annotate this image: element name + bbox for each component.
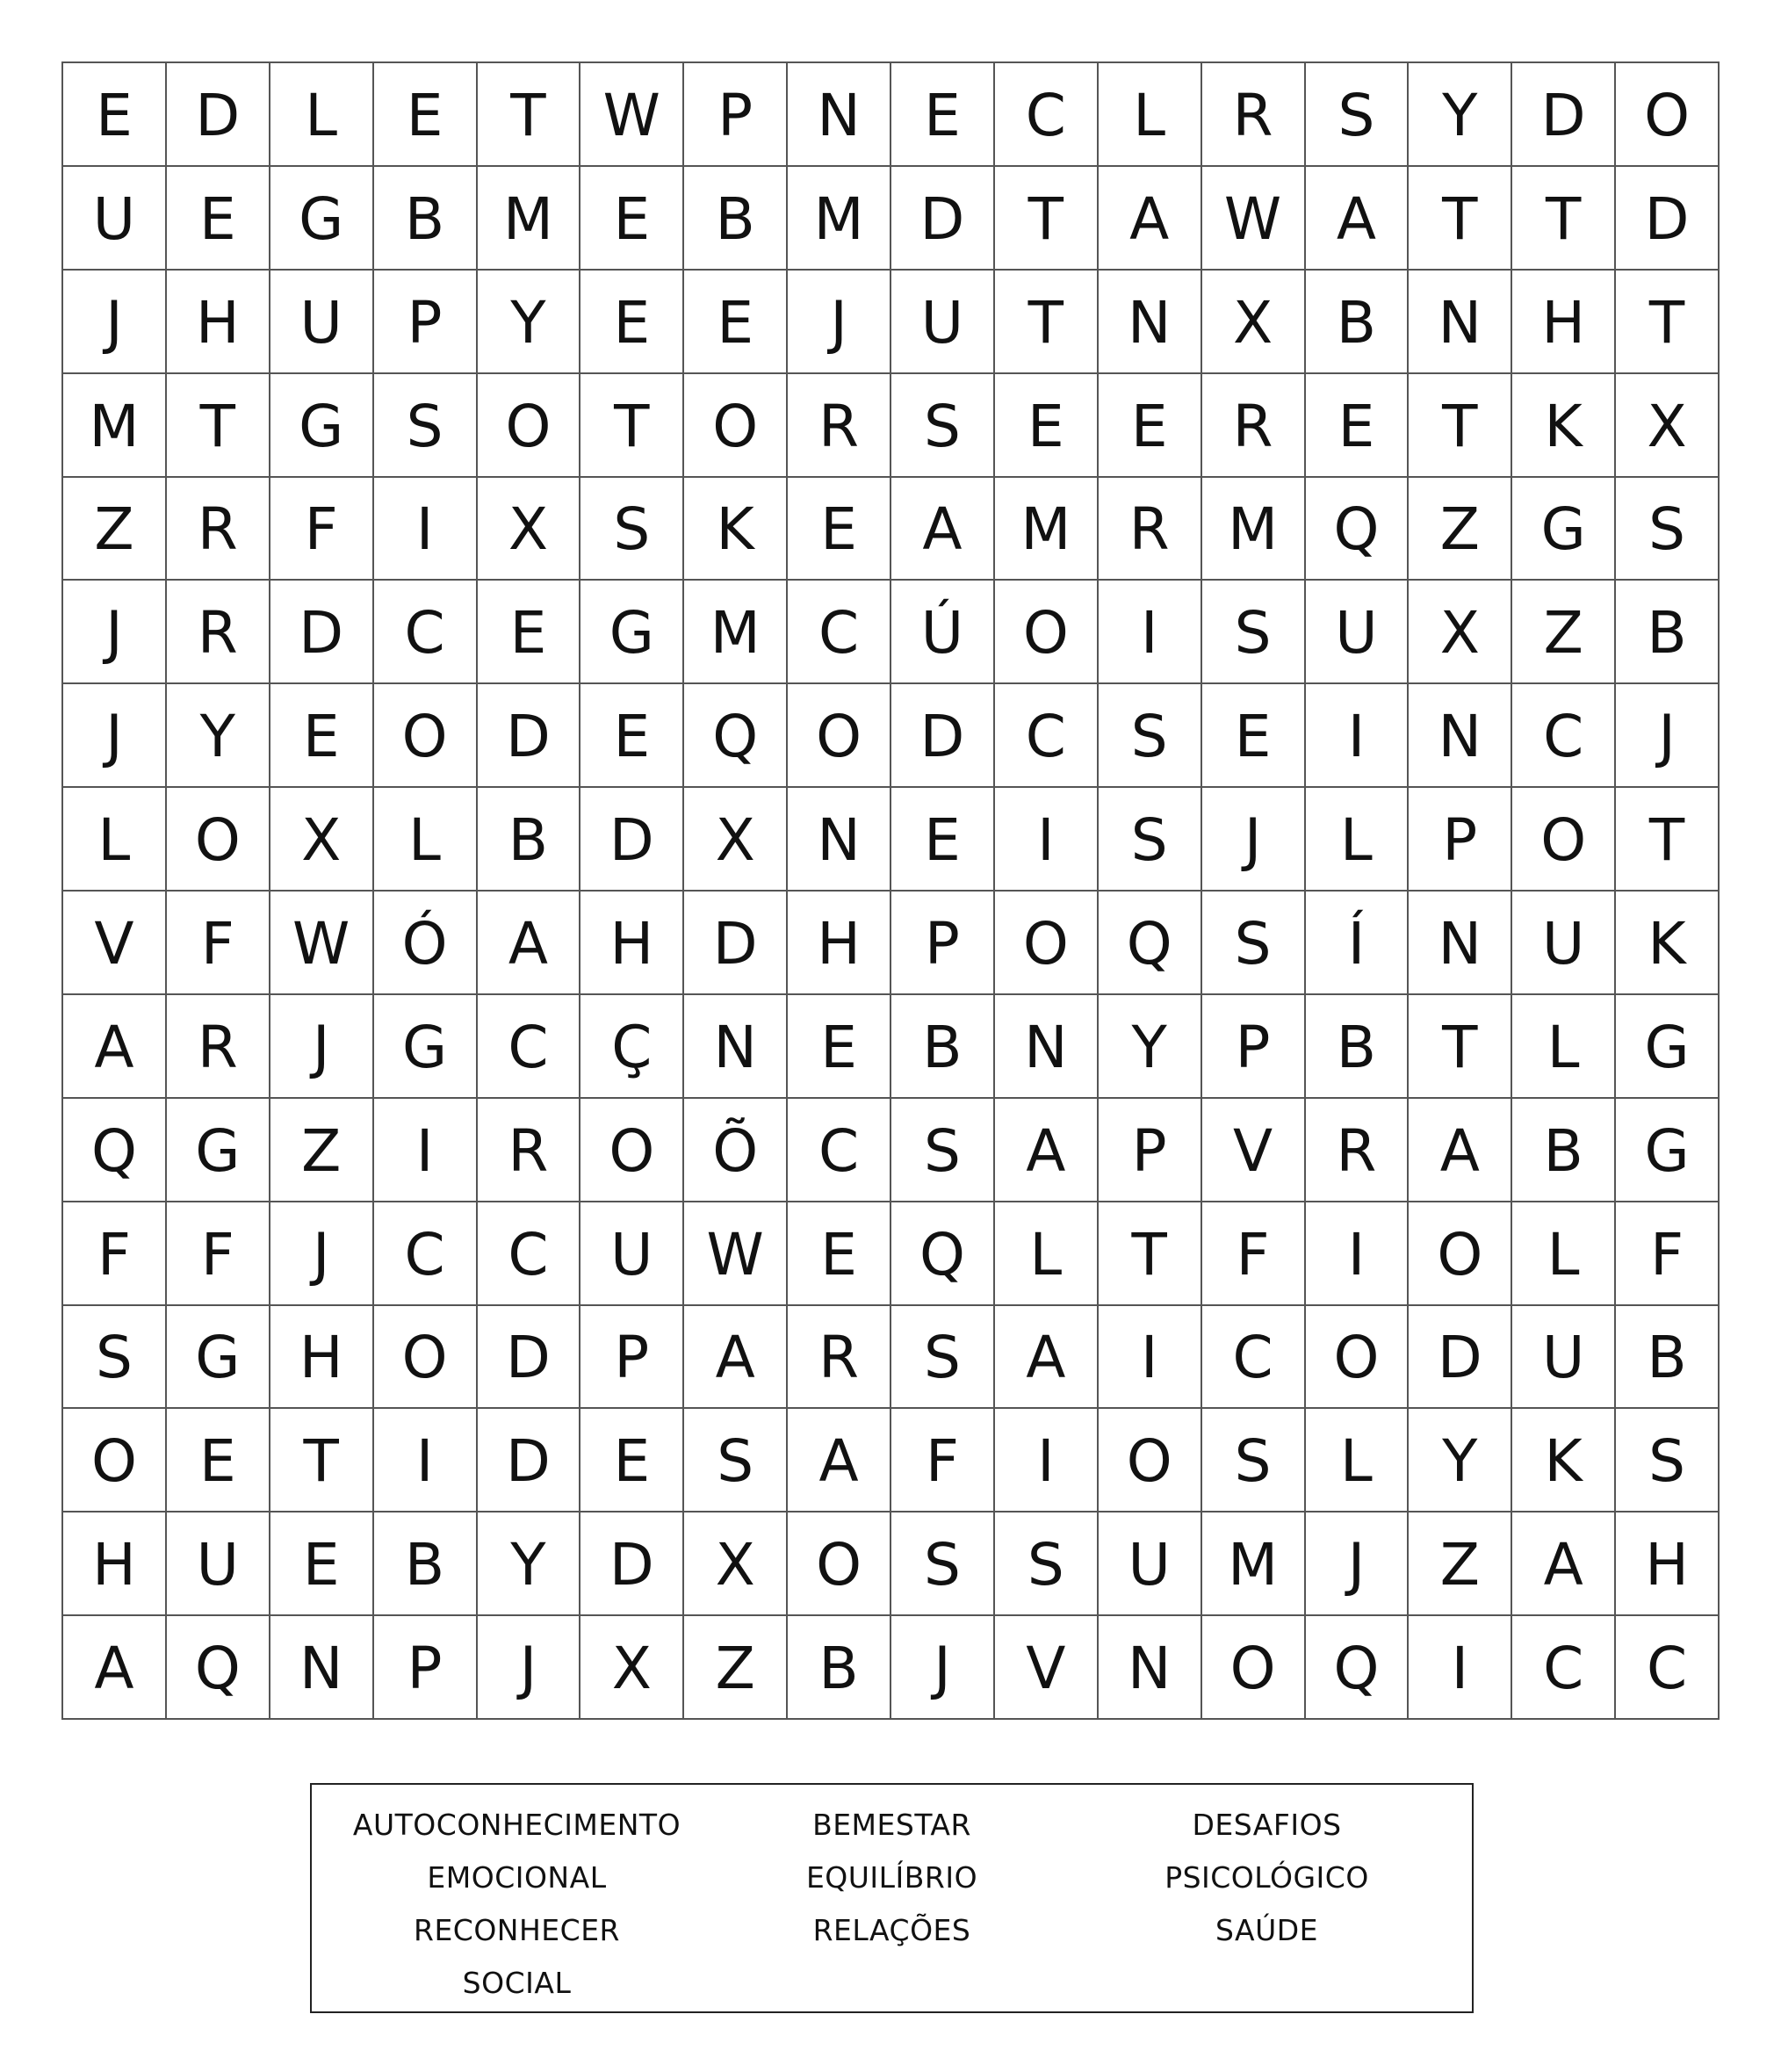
grid-cell[interactable]: O — [1202, 1616, 1306, 1720]
grid-cell[interactable]: R — [1306, 1099, 1410, 1202]
grid-cell[interactable]: B — [891, 995, 995, 1099]
grid-cell[interactable]: T — [1616, 788, 1720, 892]
grid-cell[interactable]: A — [63, 995, 167, 1099]
grid-cell[interactable]: J — [270, 995, 374, 1099]
grid-cell[interactable]: T — [1616, 271, 1720, 374]
grid-cell[interactable]: X — [580, 1616, 684, 1720]
grid-cell[interactable]: O — [580, 1099, 684, 1202]
grid-cell[interactable]: B — [374, 167, 478, 271]
grid-cell[interactable]: O — [788, 684, 891, 788]
grid-cell[interactable]: L — [995, 1202, 1099, 1306]
grid-cell[interactable]: Q — [167, 1616, 270, 1720]
grid-cell[interactable]: H — [788, 892, 891, 995]
grid-cell[interactable]: H — [1512, 271, 1616, 374]
grid-cell[interactable]: Z — [684, 1616, 788, 1720]
grid-cell[interactable]: J — [1202, 788, 1306, 892]
word-search-grid — [61, 61, 1720, 1720]
grid-cell[interactable]: D — [891, 684, 995, 788]
grid-cell[interactable]: O — [684, 374, 788, 478]
grid-cell[interactable]: Y — [478, 1512, 581, 1616]
grid-cell[interactable]: Y — [1409, 1409, 1512, 1512]
grid-cell[interactable]: E — [270, 1512, 374, 1616]
grid-cell[interactable]: F — [891, 1409, 995, 1512]
grid-cell[interactable]: M — [995, 478, 1099, 581]
grid-cell[interactable]: A — [478, 892, 581, 995]
grid-cell[interactable]: Q — [1306, 1616, 1410, 1720]
word-bank-word: RELAÇÕES — [812, 1913, 971, 1947]
grid-cell[interactable]: E — [788, 995, 891, 1099]
grid-cell[interactable]: A — [63, 1616, 167, 1720]
word-bank-word: SOCIAL — [462, 1966, 572, 2000]
grid-cell[interactable]: Q — [63, 1099, 167, 1202]
grid-cell[interactable]: S — [1099, 684, 1202, 788]
grid-cell[interactable]: L — [270, 63, 374, 167]
grid-cell[interactable]: S — [1616, 1409, 1720, 1512]
grid-cell[interactable]: A — [891, 478, 995, 581]
grid-cell[interactable]: S — [1306, 63, 1410, 167]
grid-cell[interactable]: E — [788, 1202, 891, 1306]
grid-cell[interactable]: J — [891, 1616, 995, 1720]
grid-cell[interactable]: I — [1099, 581, 1202, 684]
grid-cell[interactable]: Õ — [684, 1099, 788, 1202]
grid-cell[interactable]: N — [788, 788, 891, 892]
grid-cell[interactable]: Z — [270, 1099, 374, 1202]
word-bank-word: DESAFIOS — [1192, 1808, 1342, 1842]
grid-cell[interactable]: S — [580, 478, 684, 581]
grid-cell[interactable]: N — [684, 995, 788, 1099]
grid-cell[interactable]: L — [1512, 1202, 1616, 1306]
grid-cell[interactable]: E — [891, 63, 995, 167]
word-bank-word: EMOCIONAL — [427, 1860, 607, 1895]
grid-cell[interactable]: U — [1512, 1306, 1616, 1410]
grid-cell[interactable]: C — [788, 581, 891, 684]
grid-cell[interactable]: X — [684, 1512, 788, 1616]
grid-cell[interactable]: D — [478, 1409, 581, 1512]
grid-cell[interactable]: N — [1099, 1616, 1202, 1720]
grid-cell[interactable]: J — [270, 1202, 374, 1306]
grid-cell[interactable]: I — [1099, 1306, 1202, 1410]
grid-cell[interactable]: S — [1202, 581, 1306, 684]
grid-cell[interactable]: H — [270, 1306, 374, 1410]
grid-cell[interactable]: Z — [63, 478, 167, 581]
word-bank-word: SAÚDE — [1215, 1913, 1319, 1947]
grid-cell[interactable]: P — [891, 892, 995, 995]
grid-cell[interactable]: F — [1616, 1202, 1720, 1306]
grid-cell[interactable]: H — [63, 1512, 167, 1616]
grid-cell[interactable]: K — [1512, 374, 1616, 478]
grid-cell[interactable]: B — [1306, 995, 1410, 1099]
grid-cell[interactable]: C — [995, 63, 1099, 167]
grid-cell[interactable]: P — [1099, 1099, 1202, 1202]
grid-cell[interactable]: D — [1512, 63, 1616, 167]
grid-cell[interactable]: R — [167, 581, 270, 684]
word-bank-word: RECONHECER — [414, 1913, 620, 1947]
grid-cell[interactable]: T — [270, 1409, 374, 1512]
grid-cell[interactable]: E — [374, 63, 478, 167]
grid-cell[interactable]: N — [995, 995, 1099, 1099]
grid-cell[interactable]: E — [580, 271, 684, 374]
grid-cell[interactable]: V — [995, 1616, 1099, 1720]
grid-cell[interactable]: A — [1306, 167, 1410, 271]
grid-cell[interactable]: C — [374, 1202, 478, 1306]
grid-cell[interactable]: O — [1306, 1306, 1410, 1410]
grid-cell[interactable]: I — [1306, 1202, 1410, 1306]
grid-cell[interactable]: G — [270, 167, 374, 271]
grid-cell[interactable]: P — [374, 271, 478, 374]
grid-cell[interactable]: E — [580, 684, 684, 788]
grid-cell[interactable]: E — [478, 581, 581, 684]
grid-cell[interactable]: S — [1099, 788, 1202, 892]
grid-cell[interactable]: G — [167, 1099, 270, 1202]
grid-cell[interactable]: Q — [1306, 478, 1410, 581]
grid-cell[interactable]: P — [1409, 788, 1512, 892]
grid-cell[interactable]: E — [1099, 374, 1202, 478]
grid-cell[interactable]: U — [1512, 892, 1616, 995]
grid-cell[interactable]: D — [1409, 1306, 1512, 1410]
grid-cell[interactable]: L — [374, 788, 478, 892]
grid-cell[interactable]: J — [788, 271, 891, 374]
grid-cell[interactable]: Ç — [580, 995, 684, 1099]
grid-cell[interactable]: H — [580, 892, 684, 995]
grid-cell[interactable]: G — [167, 1306, 270, 1410]
grid-cell[interactable]: Y — [478, 271, 581, 374]
word-bank-column — [704, 1799, 1079, 2011]
grid-cell[interactable]: T — [1409, 167, 1512, 271]
grid-cell[interactable]: P — [1202, 995, 1306, 1099]
grid-cell[interactable]: C — [1616, 1616, 1720, 1720]
grid-cell[interactable]: F — [1202, 1202, 1306, 1306]
grid-cell[interactable]: O — [995, 581, 1099, 684]
grid-cell[interactable]: B — [1616, 581, 1720, 684]
grid-cell[interactable]: Ú — [891, 581, 995, 684]
grid-cell[interactable]: G — [580, 581, 684, 684]
grid-cell[interactable]: I — [1306, 684, 1410, 788]
grid-cell[interactable]: Q — [891, 1202, 995, 1306]
grid-cell[interactable]: R — [1202, 63, 1306, 167]
grid-cell[interactable]: B — [374, 1512, 478, 1616]
grid-cell[interactable]: Ó — [374, 892, 478, 995]
grid-cell[interactable]: O — [788, 1512, 891, 1616]
word-bank-word: BEMESTAR — [812, 1808, 971, 1842]
grid-cell[interactable]: P — [580, 1306, 684, 1410]
grid-cell[interactable]: C — [374, 581, 478, 684]
grid-cell[interactable]: D — [478, 1306, 581, 1410]
grid-cell[interactable]: C — [1202, 1306, 1306, 1410]
grid-cell[interactable]: U — [63, 167, 167, 271]
grid-cell[interactable]: G — [374, 995, 478, 1099]
grid-cell[interactable]: X — [478, 478, 581, 581]
grid-cell[interactable]: U — [1306, 581, 1410, 684]
grid-cell[interactable]: W — [684, 1202, 788, 1306]
grid-cell[interactable]: E — [995, 374, 1099, 478]
grid-cell[interactable]: R — [1099, 478, 1202, 581]
grid-cell[interactable]: L — [63, 788, 167, 892]
grid-cell[interactable]: J — [63, 271, 167, 374]
grid-cell[interactable]: M — [684, 581, 788, 684]
grid-cell[interactable]: M — [1202, 478, 1306, 581]
grid-cell[interactable]: O — [167, 788, 270, 892]
grid-cell[interactable]: E — [891, 788, 995, 892]
grid-cell[interactable]: R — [788, 1306, 891, 1410]
grid-cell[interactable]: Q — [684, 684, 788, 788]
grid-cell[interactable]: S — [1202, 1409, 1306, 1512]
grid-cell[interactable]: U — [1099, 1512, 1202, 1616]
grid-cell[interactable]: B — [1512, 1099, 1616, 1202]
grid-cell[interactable]: T — [478, 63, 581, 167]
grid-cell[interactable]: O — [1409, 1202, 1512, 1306]
grid-cell[interactable]: U — [270, 271, 374, 374]
grid-cell[interactable]: G — [270, 374, 374, 478]
grid-cell[interactable]: J — [63, 581, 167, 684]
grid-cell[interactable]: L — [1099, 63, 1202, 167]
grid-cell[interactable]: D — [684, 892, 788, 995]
grid-cell[interactable]: E — [1306, 374, 1410, 478]
grid-cell[interactable]: F — [167, 892, 270, 995]
grid-cell[interactable]: S — [1616, 478, 1720, 581]
grid-cell[interactable]: A — [995, 1099, 1099, 1202]
grid-cell[interactable]: O — [1512, 788, 1616, 892]
grid-cell[interactable]: A — [1512, 1512, 1616, 1616]
grid-cell[interactable]: O — [1099, 1409, 1202, 1512]
grid-cell[interactable]: M — [788, 167, 891, 271]
grid-cell[interactable]: X — [684, 788, 788, 892]
grid-cell[interactable]: T — [995, 167, 1099, 271]
grid-cell[interactable]: N — [270, 1616, 374, 1720]
grid-cell[interactable]: N — [1409, 684, 1512, 788]
grid-cell[interactable]: F — [167, 1202, 270, 1306]
grid-cell[interactable]: S — [63, 1306, 167, 1410]
grid-cell[interactable]: C — [995, 684, 1099, 788]
grid-cell[interactable]: Z — [1409, 1512, 1512, 1616]
grid-cell[interactable]: S — [891, 374, 995, 478]
grid-cell[interactable]: T — [580, 374, 684, 478]
grid-cell[interactable]: T — [1099, 1202, 1202, 1306]
grid-cell[interactable]: G — [1616, 995, 1720, 1099]
grid-cell[interactable]: K — [1512, 1409, 1616, 1512]
grid-cell[interactable]: I — [374, 478, 478, 581]
grid-cell[interactable]: J — [1306, 1512, 1410, 1616]
grid-cell[interactable]: X — [1202, 271, 1306, 374]
grid-cell[interactable]: S — [684, 1409, 788, 1512]
grid-cell[interactable]: S — [1202, 892, 1306, 995]
grid-cell[interactable]: M — [1202, 1512, 1306, 1616]
grid-cell[interactable]: C — [1512, 684, 1616, 788]
grid-cell[interactable]: M — [478, 167, 581, 271]
word-bank-word: PSICOLÓGICO — [1164, 1860, 1369, 1895]
grid-cell[interactable]: R — [1202, 374, 1306, 478]
grid-cell[interactable]: I — [995, 1409, 1099, 1512]
grid-cell[interactable]: R — [167, 995, 270, 1099]
grid-cell[interactable]: D — [167, 63, 270, 167]
grid-cell[interactable]: S — [995, 1512, 1099, 1616]
grid-cell[interactable]: F — [270, 478, 374, 581]
grid-cell[interactable]: M — [63, 374, 167, 478]
grid-cell[interactable]: C — [478, 1202, 581, 1306]
grid-cell[interactable]: T — [1409, 374, 1512, 478]
grid-cell[interactable]: I — [1409, 1616, 1512, 1720]
grid-cell[interactable]: K — [684, 478, 788, 581]
word-bank-column — [1079, 1799, 1454, 2011]
grid-cell[interactable]: X — [1409, 581, 1512, 684]
grid-cell[interactable]: X — [270, 788, 374, 892]
grid-cell[interactable]: O — [374, 684, 478, 788]
grid-cell[interactable]: T — [1512, 167, 1616, 271]
grid-cell[interactable]: F — [63, 1202, 167, 1306]
grid-cell[interactable]: D — [1616, 167, 1720, 271]
grid-cell[interactable]: S — [891, 1099, 995, 1202]
grid-cell[interactable]: D — [580, 788, 684, 892]
grid-cell[interactable]: T — [1409, 995, 1512, 1099]
grid-cell[interactable]: C — [788, 1099, 891, 1202]
grid-cell[interactable]: N — [1409, 271, 1512, 374]
grid-cell[interactable]: L — [1306, 1409, 1410, 1512]
grid-cell[interactable]: R — [788, 374, 891, 478]
grid-cell[interactable]: B — [478, 788, 581, 892]
grid-cell[interactable]: E — [580, 1409, 684, 1512]
grid-cell[interactable]: T — [995, 271, 1099, 374]
grid-cell[interactable]: A — [1409, 1099, 1512, 1202]
grid-cell[interactable]: G — [1512, 478, 1616, 581]
grid-cell[interactable]: O — [374, 1306, 478, 1410]
grid-cell[interactable]: V — [63, 892, 167, 995]
grid-cell[interactable]: U — [580, 1202, 684, 1306]
grid-cell[interactable]: O — [63, 1409, 167, 1512]
grid-cell[interactable]: C — [478, 995, 581, 1099]
grid-cell[interactable]: A — [788, 1409, 891, 1512]
grid-cell[interactable]: D — [580, 1512, 684, 1616]
grid-cell[interactable]: S — [891, 1306, 995, 1410]
grid-cell[interactable]: Y — [1099, 995, 1202, 1099]
grid-cell[interactable]: P — [684, 63, 788, 167]
word-bank — [310, 1783, 1474, 2013]
grid-cell[interactable]: E — [167, 1409, 270, 1512]
grid-cell[interactable]: G — [1616, 1099, 1720, 1202]
grid-cell[interactable]: P — [374, 1616, 478, 1720]
grid-cell[interactable]: B — [788, 1616, 891, 1720]
grid-cell[interactable]: H — [1616, 1512, 1720, 1616]
grid-cell[interactable]: B — [1306, 271, 1410, 374]
word-bank-word: AUTOCONHECIMENTO — [352, 1808, 681, 1842]
grid-cell[interactable]: I — [374, 1409, 478, 1512]
grid-cell[interactable]: B — [1616, 1306, 1720, 1410]
grid-cell[interactable]: U — [167, 1512, 270, 1616]
word-bank-column — [329, 1799, 704, 2011]
grid-cell[interactable]: W — [270, 892, 374, 995]
grid-cell[interactable]: A — [684, 1306, 788, 1410]
grid-cell[interactable]: E — [63, 63, 167, 167]
grid-cell[interactable]: R — [478, 1099, 581, 1202]
grid-cell[interactable]: B — [684, 167, 788, 271]
grid-cell[interactable]: A — [1099, 167, 1202, 271]
grid-cell[interactable]: I — [374, 1099, 478, 1202]
grid-cell[interactable]: J — [63, 684, 167, 788]
grid-cell[interactable]: N — [788, 63, 891, 167]
grid-cell[interactable]: O — [478, 374, 581, 478]
grid-cell[interactable]: J — [478, 1616, 581, 1720]
grid-cell[interactable]: E — [1202, 684, 1306, 788]
grid-cell[interactable]: Í — [1306, 892, 1410, 995]
grid-cell[interactable]: R — [167, 478, 270, 581]
grid-cell[interactable]: L — [1512, 995, 1616, 1099]
grid-cell[interactable]: N — [1099, 271, 1202, 374]
grid-cell[interactable]: Q — [1099, 892, 1202, 995]
grid-cell[interactable]: Y — [167, 684, 270, 788]
grid-cell[interactable]: Z — [1409, 478, 1512, 581]
grid-cell[interactable]: W — [580, 63, 684, 167]
grid-cell[interactable]: C — [1512, 1616, 1616, 1720]
grid-cell[interactable]: E — [580, 167, 684, 271]
grid-cell[interactable]: E — [788, 478, 891, 581]
grid-cell[interactable]: X — [1616, 374, 1720, 478]
grid-cell[interactable]: U — [891, 271, 995, 374]
grid-cell[interactable]: E — [167, 167, 270, 271]
grid-cell[interactable]: N — [1409, 892, 1512, 995]
grid-cell[interactable]: O — [995, 892, 1099, 995]
grid-cell[interactable]: S — [891, 1512, 995, 1616]
grid-cell[interactable]: I — [995, 788, 1099, 892]
grid-cell[interactable]: T — [167, 374, 270, 478]
grid-cell[interactable]: H — [167, 271, 270, 374]
grid-cell[interactable]: W — [1202, 167, 1306, 271]
grid-cell[interactable]: D — [478, 684, 581, 788]
grid-cell[interactable]: K — [1616, 892, 1720, 995]
grid-cell[interactable]: J — [1616, 684, 1720, 788]
grid-cell[interactable]: S — [374, 374, 478, 478]
grid-cell[interactable]: L — [1306, 788, 1410, 892]
grid-cell[interactable]: Z — [1512, 581, 1616, 684]
grid-cell[interactable]: Y — [1409, 63, 1512, 167]
grid-cell[interactable]: A — [995, 1306, 1099, 1410]
grid-cell[interactable]: E — [684, 271, 788, 374]
grid-cell[interactable]: V — [1202, 1099, 1306, 1202]
grid-cell[interactable]: E — [270, 684, 374, 788]
grid-cell[interactable]: D — [891, 167, 995, 271]
word-bank-word: EQUILÍBRIO — [805, 1860, 978, 1895]
grid-cell[interactable]: O — [1616, 63, 1720, 167]
grid-cell[interactable]: D — [270, 581, 374, 684]
